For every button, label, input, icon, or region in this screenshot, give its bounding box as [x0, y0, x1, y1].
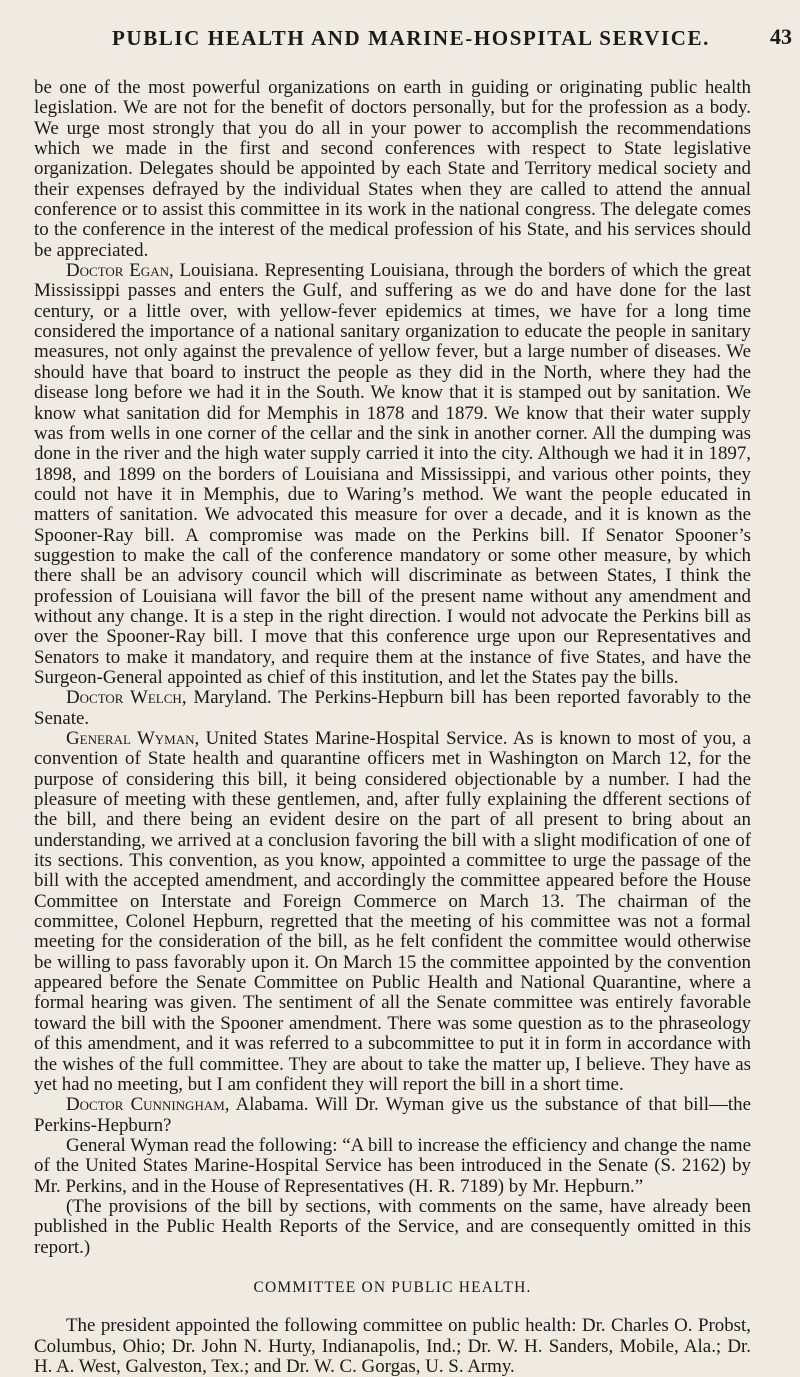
paragraph-committee: The president appointed the following committee on public health: Dr. Charles O. Probst, Columbus, Ohio; Dr. John N. Hurty, Indianapolis, Ind.; Dr. W. H. Sanders, Mobile, Ala.; Dr. H. A. West, Galveston, Tex.; and Dr. W. C. Gorgas, U. S. Army.: [34, 1315, 751, 1377]
paragraph-cunningham: [34, 1095, 751, 1136]
paragraph-text: , Maryland. The Perkins-Hepburn bill has been reported favorably to the Senate.: [34, 687, 751, 729]
page-header: [112, 22, 792, 62]
running-head: PUBLIC HEALTH AND MARINE-HOSPITAL SERVICE.: [112, 26, 710, 50]
speaker-name: Doctor Welch: [66, 687, 182, 709]
speaker-name: Doctor Cunningham: [66, 1094, 225, 1116]
paragraph-wyman: [34, 729, 751, 1095]
paragraph-text: , United States Marine-Hospital Service. As is known to most of you, a convention of State health and quarantine officers met in Washington on March 12, for the purpose of considering this bill, it being considered objectionable by a number. I had the pleasure of meeting with these gentlemen, and, after fully explaining the dfferent sections of the bill, and there being an evident desire on the part of all present to bring about an understanding, we arrived at a conclusion favoring the bill with a slight modification of one of its sections. This convention, as you know, appointed a committee to urge the passage of the bill with the accepted amendment, and accordingly the committee appeared before the House Committee on Interstate and Foreign Commerce on March 13. The chairman of the committee, Colonel Hepburn, regretted that the meeting of his committee was not a formal meeting for the consideration of the bill, as he felt confident the committee would otherwise be willing to pass favorably upon it. On March 15 the committee appointed by the convention appeared before the Senate Committee on Public Health and National Quarantine, where a formal hearing was given. The sentiment of all the Senate committee was entirely favorable toward the bill with the Spooner amendment. There was some question as to the phraseology of this amendment, and it was referred to a subcommittee to put it in form in accordance with the wishes of the full committee. They are about to take the matter up, I believe. They have as yet had no meeting, but I am confident they will report the bill in a short time.: [34, 728, 751, 1095]
paragraph-text: , Alabama. Will Dr. Wyman give us the substance of that bill—the Perkins-Hepburn?: [34, 1094, 751, 1136]
paragraph-continuation: be one of the most powerful organizations on earth in guiding or originating public health legislation. We are not for the benefit of doctors personally, but for the profession as a body. We urge most strongly that you do all in your power to accomplish the recommendations which we made in the first and second conferences with respect to State legislative organization. Delegates should be appointed by each State and Territory medical society and their expenses defrayed by the individual States when they are called to attend the annual conference or to assist this committee in its work in the national congress. The delegate comes to the conference in the interest of the medical profession of his State, and his services should be appreciated.: [34, 77, 751, 261]
speaker-name: Doctor Egan: [66, 260, 169, 282]
paragraph-welch: [34, 688, 751, 729]
section-heading: COMMITTEE ON PUBLIC HEALTH.: [253, 1278, 532, 1296]
speaker-name: General Wyman: [66, 728, 195, 749]
paragraph-egan: [34, 261, 751, 688]
body-text: [34, 78, 751, 1377]
paragraph-bill-reading: General Wyman read the following: “A bill to increase the efficiency and change the name of the United States Marine-Hospital Service has been introduced in the Senate (S. 2162) by Mr. Perkins, and in the House of Representatives (H. R. 7189) by Mr. Hepburn.”: [34, 1134, 751, 1197]
paragraph-editorial-note: (The provisions of the bill by sections, with comments on the same, have already been published in the Public Health Reports of the Service, and are consequently omitted in this report.): [34, 1195, 751, 1258]
page-number: 43: [770, 24, 792, 49]
paragraph-text: , Louisiana. Representing Louisiana, through the borders of which the great Mississippi passes and enters the Gulf, and suffering as we do and have done for the last century, or a little over, with yellow-fever epidemics at times, we have for a long time considered the importance of a national sanitary organization to educate the people in sanitary measures, not only against the prevalence of yellow fever, but a large number of diseases. We should have that board to instruct the people as they did in the North, where they had the disease long before we had it in the South. We know that it is stamped out by sanitation. We know what sanitation did for Memphis in 1878 and 1879. We know that their water supply was from wells in one corner of the cellar and the sink in another corner. All the dumping was done in the river and the high water supply carried it into the city. Although we had it in 1897, 1898, and 1899 on the borders of Louisiana and Mississippi, and various other points, they could not have it in Memphis, due to Waring’s method. We want the people educated in matters of sanitation. We advocated this measure for over a decade, and it is known as the Spooner-Ray bill. A compromise was made on the Perkins bill. If Senator Spooner’s suggestion to make the call of the conference mandatory or some other measure, by which there shall be an advisory council which will discriminate as between States, I think the profession of Louisiana will favor the bill of the present name without any amendment and without any change. It is a step in the right direction. I would not advocate the Perkins bill as over the Spooner-Ray bill. I move that this conference urge upon our Representatives and Senators to make it mandatory, and require them at the instance of five States, and have the Surgeon-General appointed as chief of this institution, and let the States pay the bills.: [34, 260, 751, 688]
